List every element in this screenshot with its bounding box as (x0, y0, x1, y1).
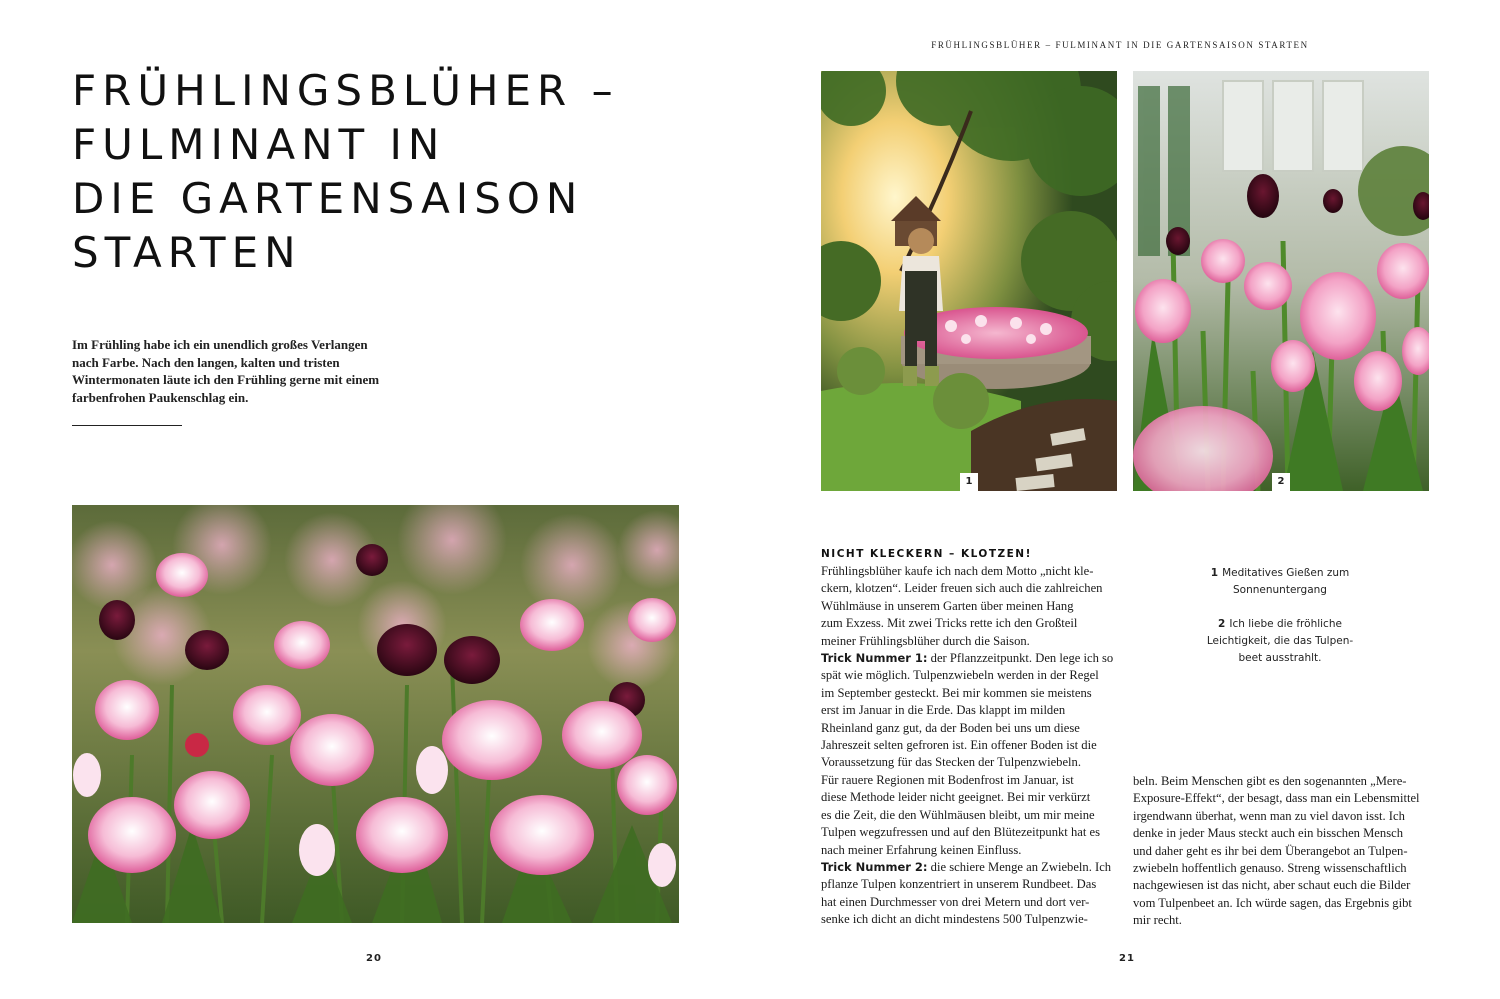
caption-line: Meditatives Gießen zum (1222, 567, 1350, 579)
page-number-left: 20 (366, 953, 382, 964)
body-line: zum Exzess. Mit zwei Tricks rette ich den Großteil (821, 616, 1078, 631)
body-line: spät wie möglich. Tulpenzwiebeln werden in der Regel (821, 668, 1099, 683)
body-line: Frühlingsblüher kaufe ich nach dem Motto „nicht kle- (821, 564, 1094, 578)
body-column-1 (821, 563, 1121, 929)
caption-number: 1 (1210, 567, 1219, 579)
section-heading: NICHT KLECKERN – KLOTZEN! (821, 548, 1032, 560)
caption-2 (1180, 616, 1380, 667)
trick-1-label: Trick Nummer 1: (821, 651, 928, 666)
body-line: und daher geht es ihr bei dem Überangebot an Tulpen- (1133, 843, 1408, 858)
tulip-bed-illustration (1133, 71, 1429, 491)
page-number-right: 21 (1119, 953, 1135, 964)
body-line-text: der Pflanzzeitpunkt. Den lege ich so (927, 651, 1114, 666)
tulip-bed-photo (1133, 71, 1429, 491)
title-line-1: FRÜHLINGSBLÜHER – (72, 66, 619, 115)
body-line: zwiebeln hoffentlich genauso. Streng wissenschaftlich (1133, 861, 1407, 876)
intro-line: farbenfrohen Paukenschlag ein. (72, 389, 249, 405)
body-line: Rheinland ganz gut, da der Boden bei uns um diese (821, 720, 1080, 735)
intro-line: Im Frühling habe ich ein unendlich großes Verlangen (72, 337, 368, 352)
title-line-3: DIE GARTENSAISON (72, 174, 584, 223)
intro-divider (72, 425, 182, 426)
tulip-field-illustration (72, 505, 679, 923)
trick-2-label: Trick Nummer 2: (821, 859, 928, 874)
body-column-2 (1133, 773, 1433, 930)
caption-line: Leichtigkeit, die das Tulpen- (1206, 635, 1354, 647)
body-line: Tulpen wegzufressen und auf den Blütezeitpunkt hat es (821, 825, 1100, 840)
photo-number-badge: 2 (1272, 473, 1290, 491)
caption-line: beet ausstrahlt. (1238, 652, 1322, 664)
body-line: senke ich dicht an dicht mindestens 500 Tulpenzwie- (821, 912, 1088, 927)
body-line: hat einen Durchmesser von drei Metern und dort ver- (821, 894, 1090, 909)
photo-captions (1180, 565, 1380, 684)
caption-line: Sonnenuntergang (1233, 584, 1327, 596)
garden-sunset-illustration (821, 71, 1117, 491)
title-line-2: FULMINANT IN (72, 120, 446, 169)
body-line: Jahreszeit selten gefroren ist. Ein offener Boden ist die (821, 738, 1097, 753)
caption-line: Ich liebe die fröhliche (1229, 618, 1342, 630)
body-line: nach meiner Erfahrung keinen Einfluss. (821, 842, 1022, 857)
photo-number-badge: 1 (960, 473, 978, 491)
caption-number: 2 (1218, 618, 1226, 630)
body-line: Wühlmäuse in unserem Garten über meinen Hang (821, 598, 1074, 613)
title-line-4: STARTEN (72, 228, 302, 277)
body-line: ckern, klotzen“. Leider freuen sich auch die zahlreichen (821, 581, 1103, 596)
body-line: nachgewiesen ist das nicht, aber schaut euch die Bilder (1133, 878, 1411, 893)
caption-1 (1180, 565, 1380, 599)
intro-line: nach Farbe. Nach den langen, kalten und tristen (72, 354, 340, 370)
garden-sunset-photo (821, 71, 1117, 491)
body-line-text: die schiere Menge an Zwiebeln. Ich (927, 859, 1112, 874)
body-line: Für rauere Regionen mit Bodenfrost im Januar, ist (821, 772, 1074, 787)
body-line: vom Tulpenbeet an. Ich würde sagen, das Ergebnis gibt (1133, 895, 1412, 910)
tulip-field-photo (72, 505, 679, 923)
body-line: denke in jeder Maus steckt auch ein bisschen Mensch (1133, 826, 1403, 841)
body-line: Voraussetzung für das Stecken der Tulpenzwiebeln. (821, 755, 1081, 770)
intro-paragraph (72, 336, 382, 406)
body-line: Exposure-Effekt“, der besagt, dass man ein Lebensmittel (1133, 791, 1420, 806)
body-line: erst im Januar in die Erde. Das klappt im milden (821, 703, 1066, 718)
running-head: FRÜHLINGSBLÜHER – FULMINANT IN DIE GARTENSAISON STARTEN (931, 40, 1309, 50)
body-line (821, 650, 1121, 667)
body-line: beln. Beim Menschen gibt es den sogenannten „Mere- (1133, 774, 1407, 788)
body-line: diese Methode leider nicht geeignet. Bei mir verkürzt (821, 790, 1091, 805)
page-title (72, 64, 712, 280)
body-line: es die Zeit, die den Wühlmäusen bleibt, um mir meine (821, 807, 1095, 822)
body-line: mir recht. (1133, 913, 1182, 928)
body-line: im September gesteckt. Bei mir kommen sie meistens (821, 685, 1092, 700)
body-line: irgendwann überhat, wenn man zu viel davon isst. Ich (1133, 808, 1405, 823)
body-line (821, 859, 1121, 876)
intro-line: Wintermonaten läute ich den Frühling gerne mit einem (72, 372, 380, 387)
body-line: pflanze Tulpen konzentriert in unserem Rundbeet. Das (821, 877, 1097, 892)
body-line: meiner Frühlingsblüher durch die Saison. (821, 633, 1030, 648)
